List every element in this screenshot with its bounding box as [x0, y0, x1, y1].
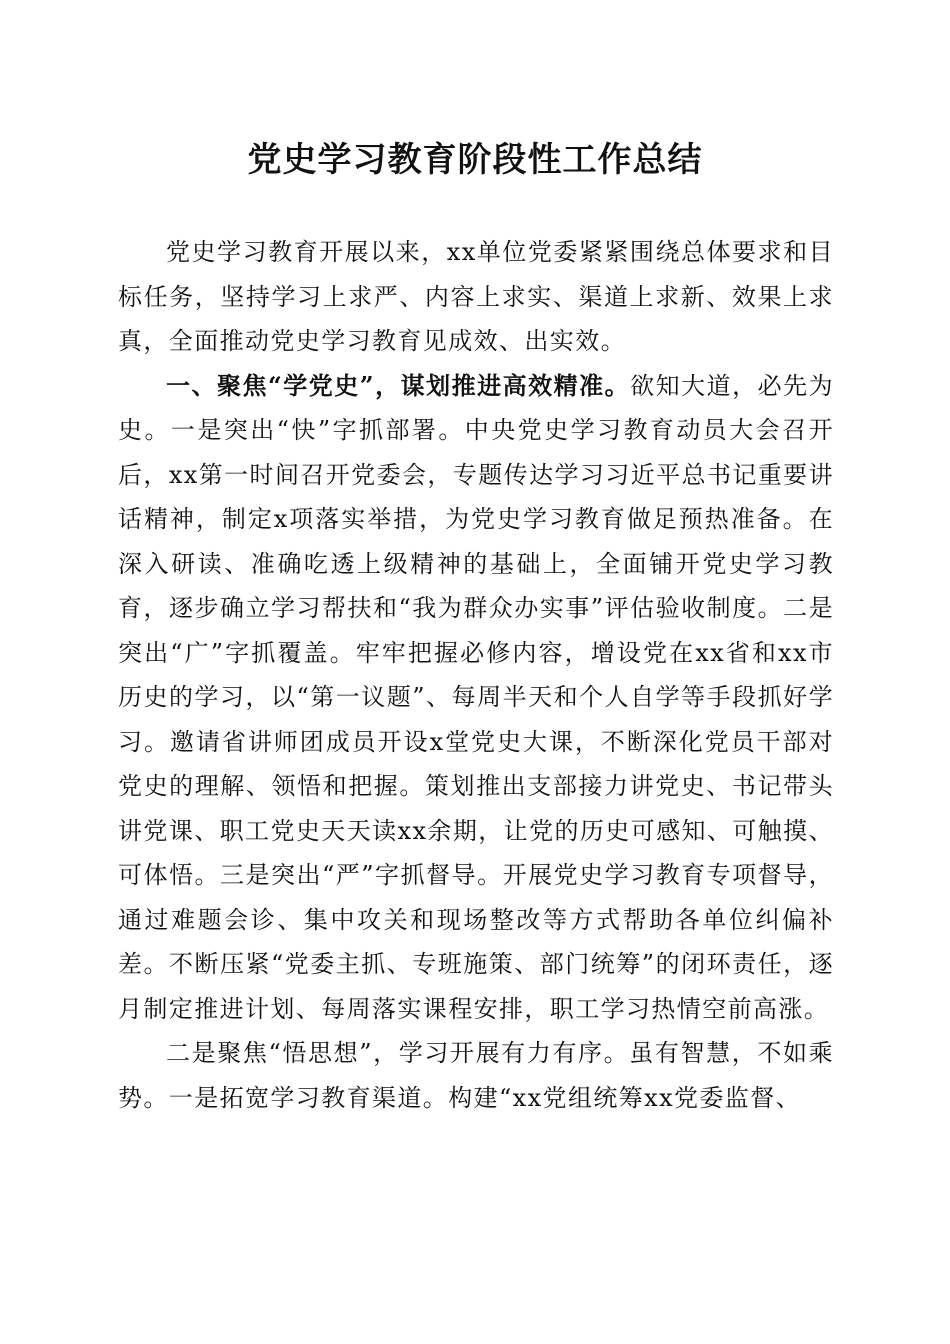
paragraph-text: 欲知大道，必先为史。一是突出“快”字抓部署。中央党史学习教育动员大会召开后，xx第一时间召开党委会，专题传达学习习近平总书记重要讲话精神，制定x项落实举措，为党史学习教育做足预热准备。在深入研读、准确吃透上级精神的基础上，全面铺开党史学习教育，逐步确立学习帮扶和“我为群众办实事”评估验收制度。二是突出“广”字抓覆盖。牢牢把握必修内容，增设党在xx省和xx市历史的学习，以“第一议题”、每周半天和个人自学等手段抓好学习。邀请省讲师团成员开设x堂党史大课，不断深化党员干部对党史的理解、领悟和把握。策划推出支部接力讲党史、书记带头讲党课、职工党史天天读xx余期，让党的历史可感知、可触摸、可体悟。三是突出“严”字抓督导。开展党史学习教育专项督导，通过难题会诊、集中攻关和现场整改等方式帮助各单位纠偏补差。不断压紧“党委主抓、专班施策、部门统筹”的闭环责任，逐月制定推进计划、每周落实课程安排，职工学习热情空前高涨。	[118, 371, 834, 1023]
paragraph-intro	[118, 230, 834, 364]
paragraph-section-two	[118, 1031, 834, 1120]
section-heading: 一、聚焦“学党史”，谋划推进高效精准。	[166, 370, 631, 400]
paragraph-text: 二是聚焦“悟思想”，学习开展有力有序。虽有智慧，不如乘势。一是拓宽学习教育渠道。构建“xx党组统筹xx党委监督、	[118, 1039, 834, 1112]
paragraph-section-one	[118, 364, 834, 1032]
paragraph-text: 党史学习教育开展以来，xx单位党委紧紧围绕总体要求和目标任务，坚持学习上求严、内容上求实、渠道上求新、效果上求真，全面推动党史学习教育见成效、出实效。	[118, 238, 834, 355]
document-title: 党史学习教育阶段性工作总结	[247, 140, 703, 180]
document-body	[118, 230, 834, 1120]
